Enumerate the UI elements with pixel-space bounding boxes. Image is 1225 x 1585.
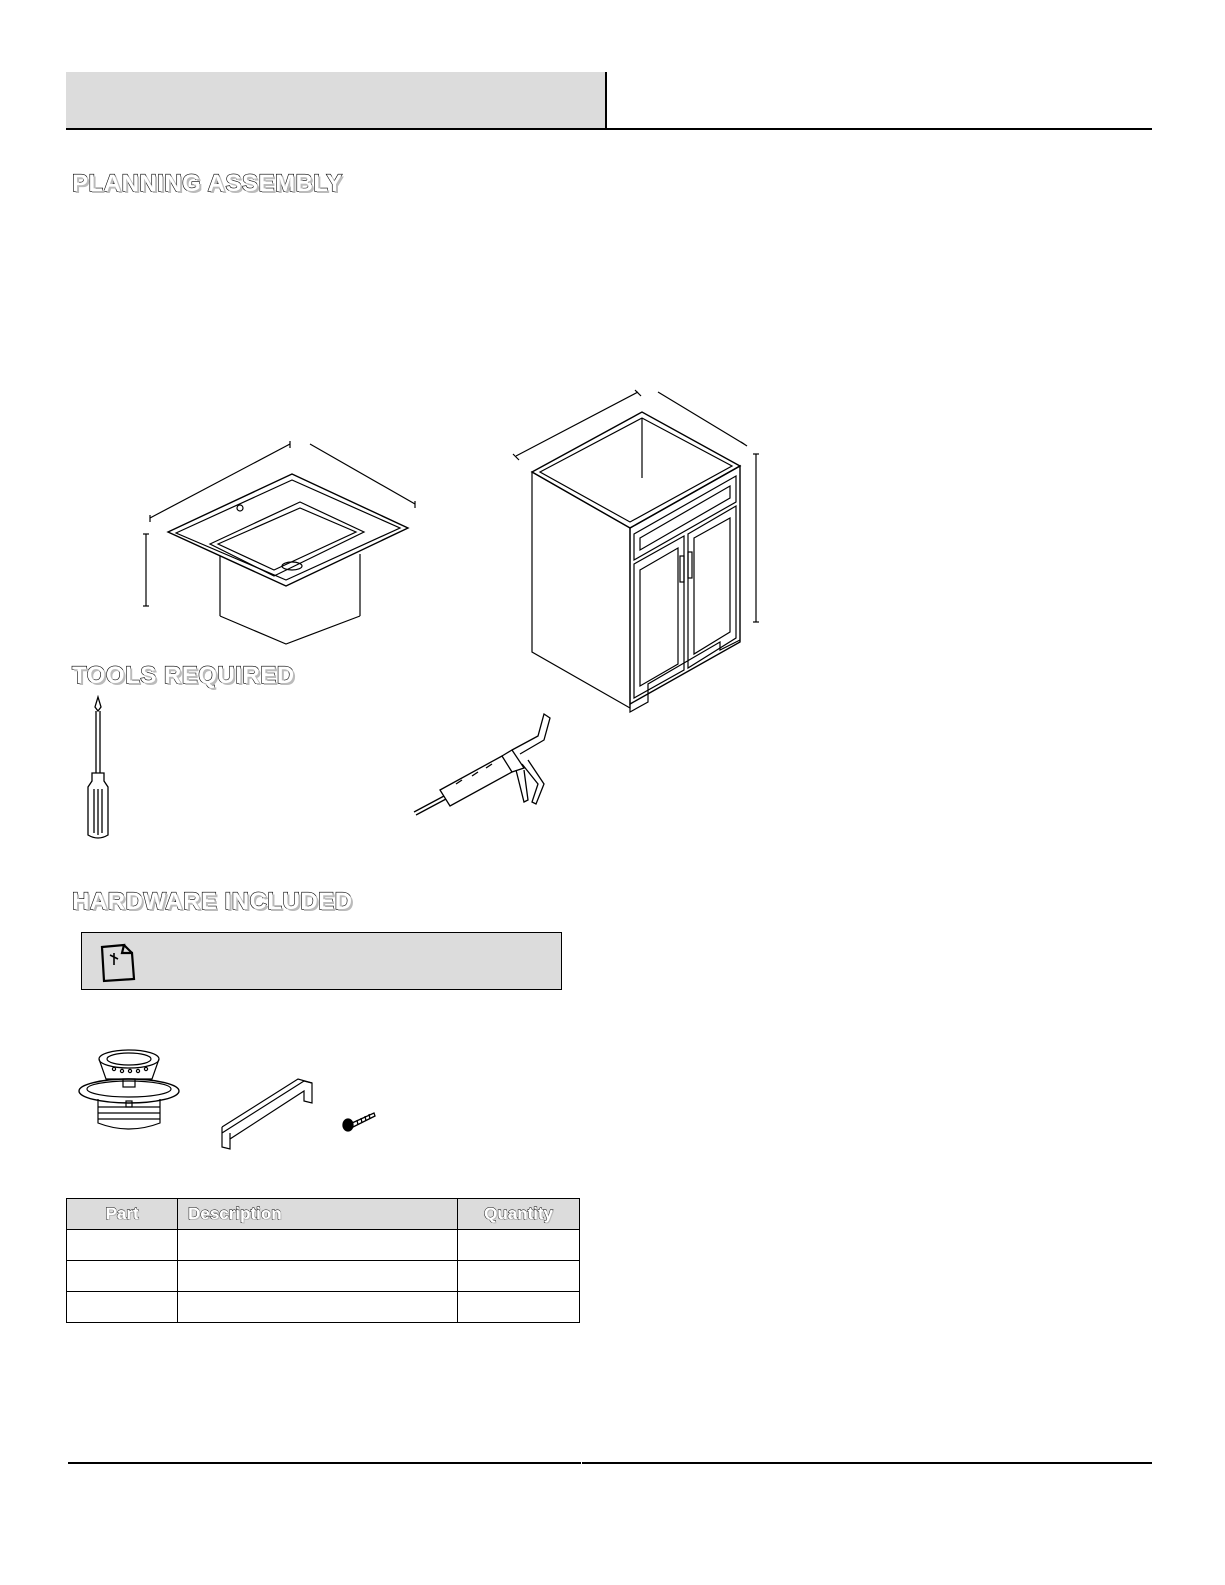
vanity-cabinet-icon [510, 388, 780, 718]
screw-icon [340, 1105, 378, 1133]
utility-sink-icon [140, 436, 430, 656]
quantity-column-header: Quantity [458, 1199, 580, 1230]
parts-table [66, 1198, 580, 1323]
hardware-included-title: HARDWARE INCLUDED [72, 888, 353, 915]
description-cell [178, 1292, 458, 1323]
table-row [67, 1230, 580, 1261]
footer-rule-left [68, 1462, 581, 1464]
planning-assembly-title: PLANNING ASSEMBLY [72, 170, 343, 197]
tools-required-title: TOOLS REQUIRED [72, 662, 295, 689]
table-row [67, 1292, 580, 1323]
description-cell [178, 1230, 458, 1261]
quantity-cell [458, 1292, 580, 1323]
caulk-gun-icon [412, 712, 562, 822]
bar-handle-icon [212, 1073, 322, 1155]
basket-strainer-icon [74, 1043, 184, 1139]
description-cell [178, 1261, 458, 1292]
hardware-note-box [81, 932, 562, 990]
part-cell [67, 1230, 178, 1261]
footer-rule-right [582, 1462, 1152, 1464]
notepad-icon [94, 939, 140, 985]
part-column-header: Part [67, 1199, 178, 1230]
quantity-cell [458, 1261, 580, 1292]
table-row [67, 1261, 580, 1292]
phillips-screwdriver-icon [78, 695, 118, 845]
quantity-cell [458, 1230, 580, 1261]
header-divider [605, 72, 607, 130]
part-cell [67, 1261, 178, 1292]
header-rule [66, 128, 1152, 130]
parts-table-header-row [67, 1199, 580, 1230]
header-title-bar [66, 72, 606, 129]
description-column-header: Description [178, 1199, 458, 1230]
part-cell [67, 1292, 178, 1323]
